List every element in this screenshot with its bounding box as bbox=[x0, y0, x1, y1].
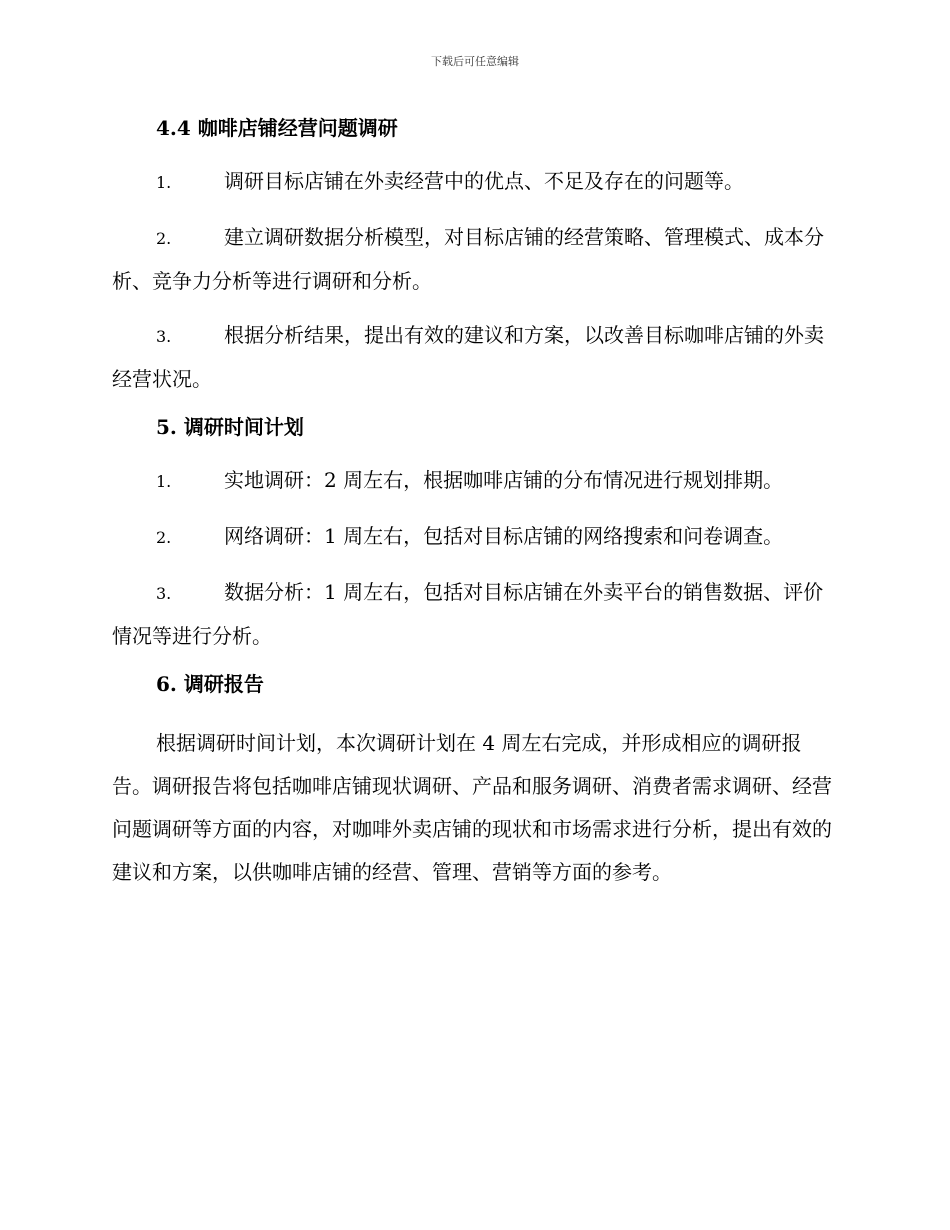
section-heading-5: 5. 调研时间计划 bbox=[156, 415, 304, 439]
list-item-text: 根据分析结果，提出有效的建议和方案，以改善目标咖啡店铺的外卖经营状况。 bbox=[112, 323, 824, 391]
list-number: 1. bbox=[156, 173, 172, 192]
list-item-text: 网络调研：1 周左右，包括对目标店铺的网络搜索和问卷调查。 bbox=[224, 524, 784, 548]
list-number: 1. bbox=[156, 472, 172, 491]
document-body bbox=[112, 113, 834, 894]
list-item bbox=[112, 571, 834, 658]
list-number: 3. bbox=[156, 327, 172, 346]
section-heading-6: 6. 调研报告 bbox=[156, 672, 264, 696]
list-item bbox=[112, 314, 834, 401]
section-heading-4-4: 4.4 咖啡店铺经营问题调研 bbox=[156, 116, 398, 140]
list-item bbox=[112, 521, 834, 553]
list-item-text: 调研目标店铺在外卖经营中的优点、不足及存在的问题等。 bbox=[224, 169, 744, 193]
list-number: 3. bbox=[156, 584, 172, 603]
list-item bbox=[112, 166, 834, 198]
list-item bbox=[112, 216, 834, 303]
page-header: 下载后可任意编辑 bbox=[431, 55, 519, 68]
list-item-text: 实地调研：2 周左右，根据咖啡店铺的分布情况进行规划排期。 bbox=[224, 468, 784, 492]
list-item-text: 建立调研数据分析模型，对目标店铺的经营策略、管理模式、成本分析、竞争力分析等进行调研和分析。 bbox=[112, 225, 824, 293]
list-number: 2. bbox=[156, 229, 172, 248]
report-paragraph: 根据调研时间计划，本次调研计划在 4 周左右完成，并形成相应的调研报告。调研报告将包括咖啡店铺现状调研、产品和服务调研、消费者需求调研、经营问题调研等方面的内容，对咖啡外卖店铺的现状和市场需求进行分析，提出有效的建议和方案，以供咖啡店铺的经营、管理、营销等方面的参考。 bbox=[112, 731, 832, 884]
list-number: 2. bbox=[156, 528, 172, 547]
list-item bbox=[112, 465, 834, 497]
list-item-text: 数据分析：1 周左右，包括对目标店铺在外卖平台的销售数据、评价情况等进行分析。 bbox=[112, 580, 824, 648]
